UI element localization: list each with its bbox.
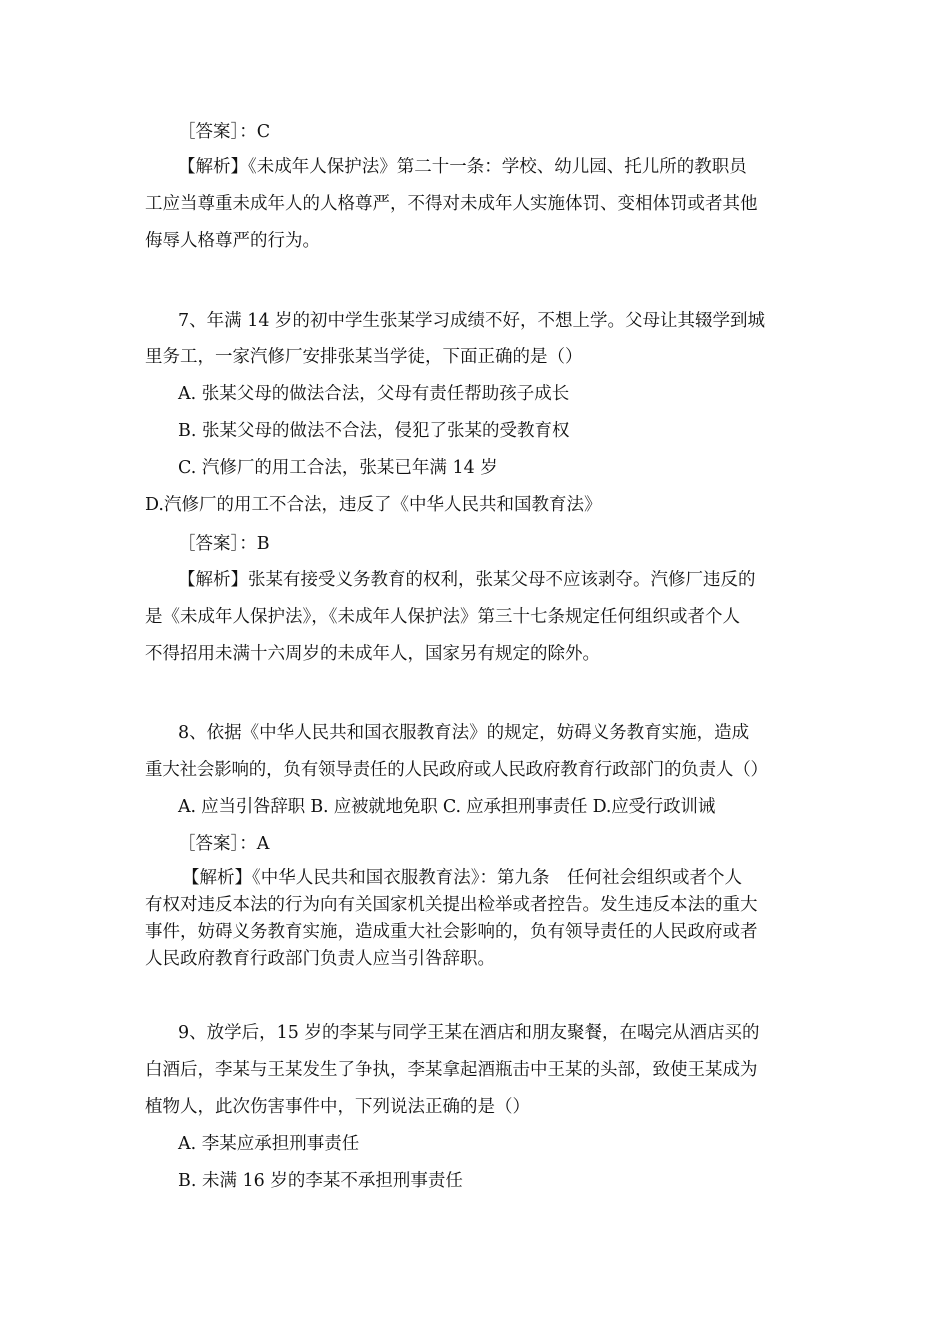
answer-text: ［答案］：B [178,534,270,554]
analysis-line: 是《未成年人保护法》，《未成年人保护法》第三十七条规定任何组织或者个人 [145,607,740,627]
question-stem-line: 里务工，一家汽修厂安排张某当学徒，下面正确的是（） [145,347,583,367]
option-d: D.汽修厂的用工不合法，违反了《中华人民共和国教育法》 [145,495,602,515]
option-c: C. 汽修厂的用工合法，张某已年满 14 岁 [178,458,498,478]
question-stem-line: 7、年满 14 岁的初中学生张某学习成绩不好，不想上学。父母让其辍学到城 [178,311,766,331]
analysis-line: 有权对违反本法的行为向有关国家机关提出检举或者控告。发生违反本法的重大 [145,895,758,915]
options-line: A. 应当引咎辞职 B. 应被就地免职 C. 应承担刑事责任 D.应受行政训诫 [178,797,715,817]
analysis-line: 人民政府教育行政部门负责人应当引咎辞职。 [145,949,495,969]
analysis-line: 工应当尊重未成年人的人格尊严，不得对未成年人实施体罚、变相体罚或者其他 [145,194,758,214]
option-a: A. 李某应承担刑事责任 [178,1134,360,1154]
analysis-line: 【解析】《中华人民共和国衣服教育法》：第九条 任何社会组织或者个人 [182,868,742,888]
question-stem-line: 8、依据《中华人民共和国衣服教育法》的规定，妨碍义务教育实施，造成 [178,723,750,743]
question-stem-line: 9、放学后，15 岁的李某与同学王某在酒店和朋友聚餐，在喝完从酒店买的 [178,1023,760,1043]
option-a: A. 张某父母的做法合法，父母有责任帮助孩子成长 [178,384,570,404]
analysis-line: 【解析】《未成年人保护法》第二十一条：学校、幼儿园、托儿所的教职员 [178,157,747,177]
answer-text: ［答案］：A [178,834,270,854]
question-stem-line: 白酒后，李某与王某发生了争执，李某拿起酒瓶击中王某的头部，致使王某成为 [145,1060,758,1080]
answer-text: ［答案］：C [178,122,271,142]
option-b: B. 未满 16 岁的李某不承担刑事责任 [178,1171,463,1191]
analysis-line: 侮辱人格尊严的行为。 [145,231,320,251]
option-b: B. 张某父母的做法不合法，侵犯了张某的受教育权 [178,421,570,441]
analysis-line: 不得招用未满十六周岁的未成年人，国家另有规定的除外。 [145,644,600,664]
analysis-line: 【解析】张某有接受义务教育的权利，张某父母不应该剥夺。汽修厂违反的 [178,570,756,590]
question-stem-line: 重大社会影响的，负有领导责任的人民政府或人民政府教育行政部门的负责人（） [145,760,768,780]
analysis-line: 事件，妨碍义务教育实施，造成重大社会影响的，负有领导责任的人民政府或者 [145,922,758,942]
question-stem-line: 植物人，此次伤害事件中，下列说法正确的是（） [145,1097,530,1117]
